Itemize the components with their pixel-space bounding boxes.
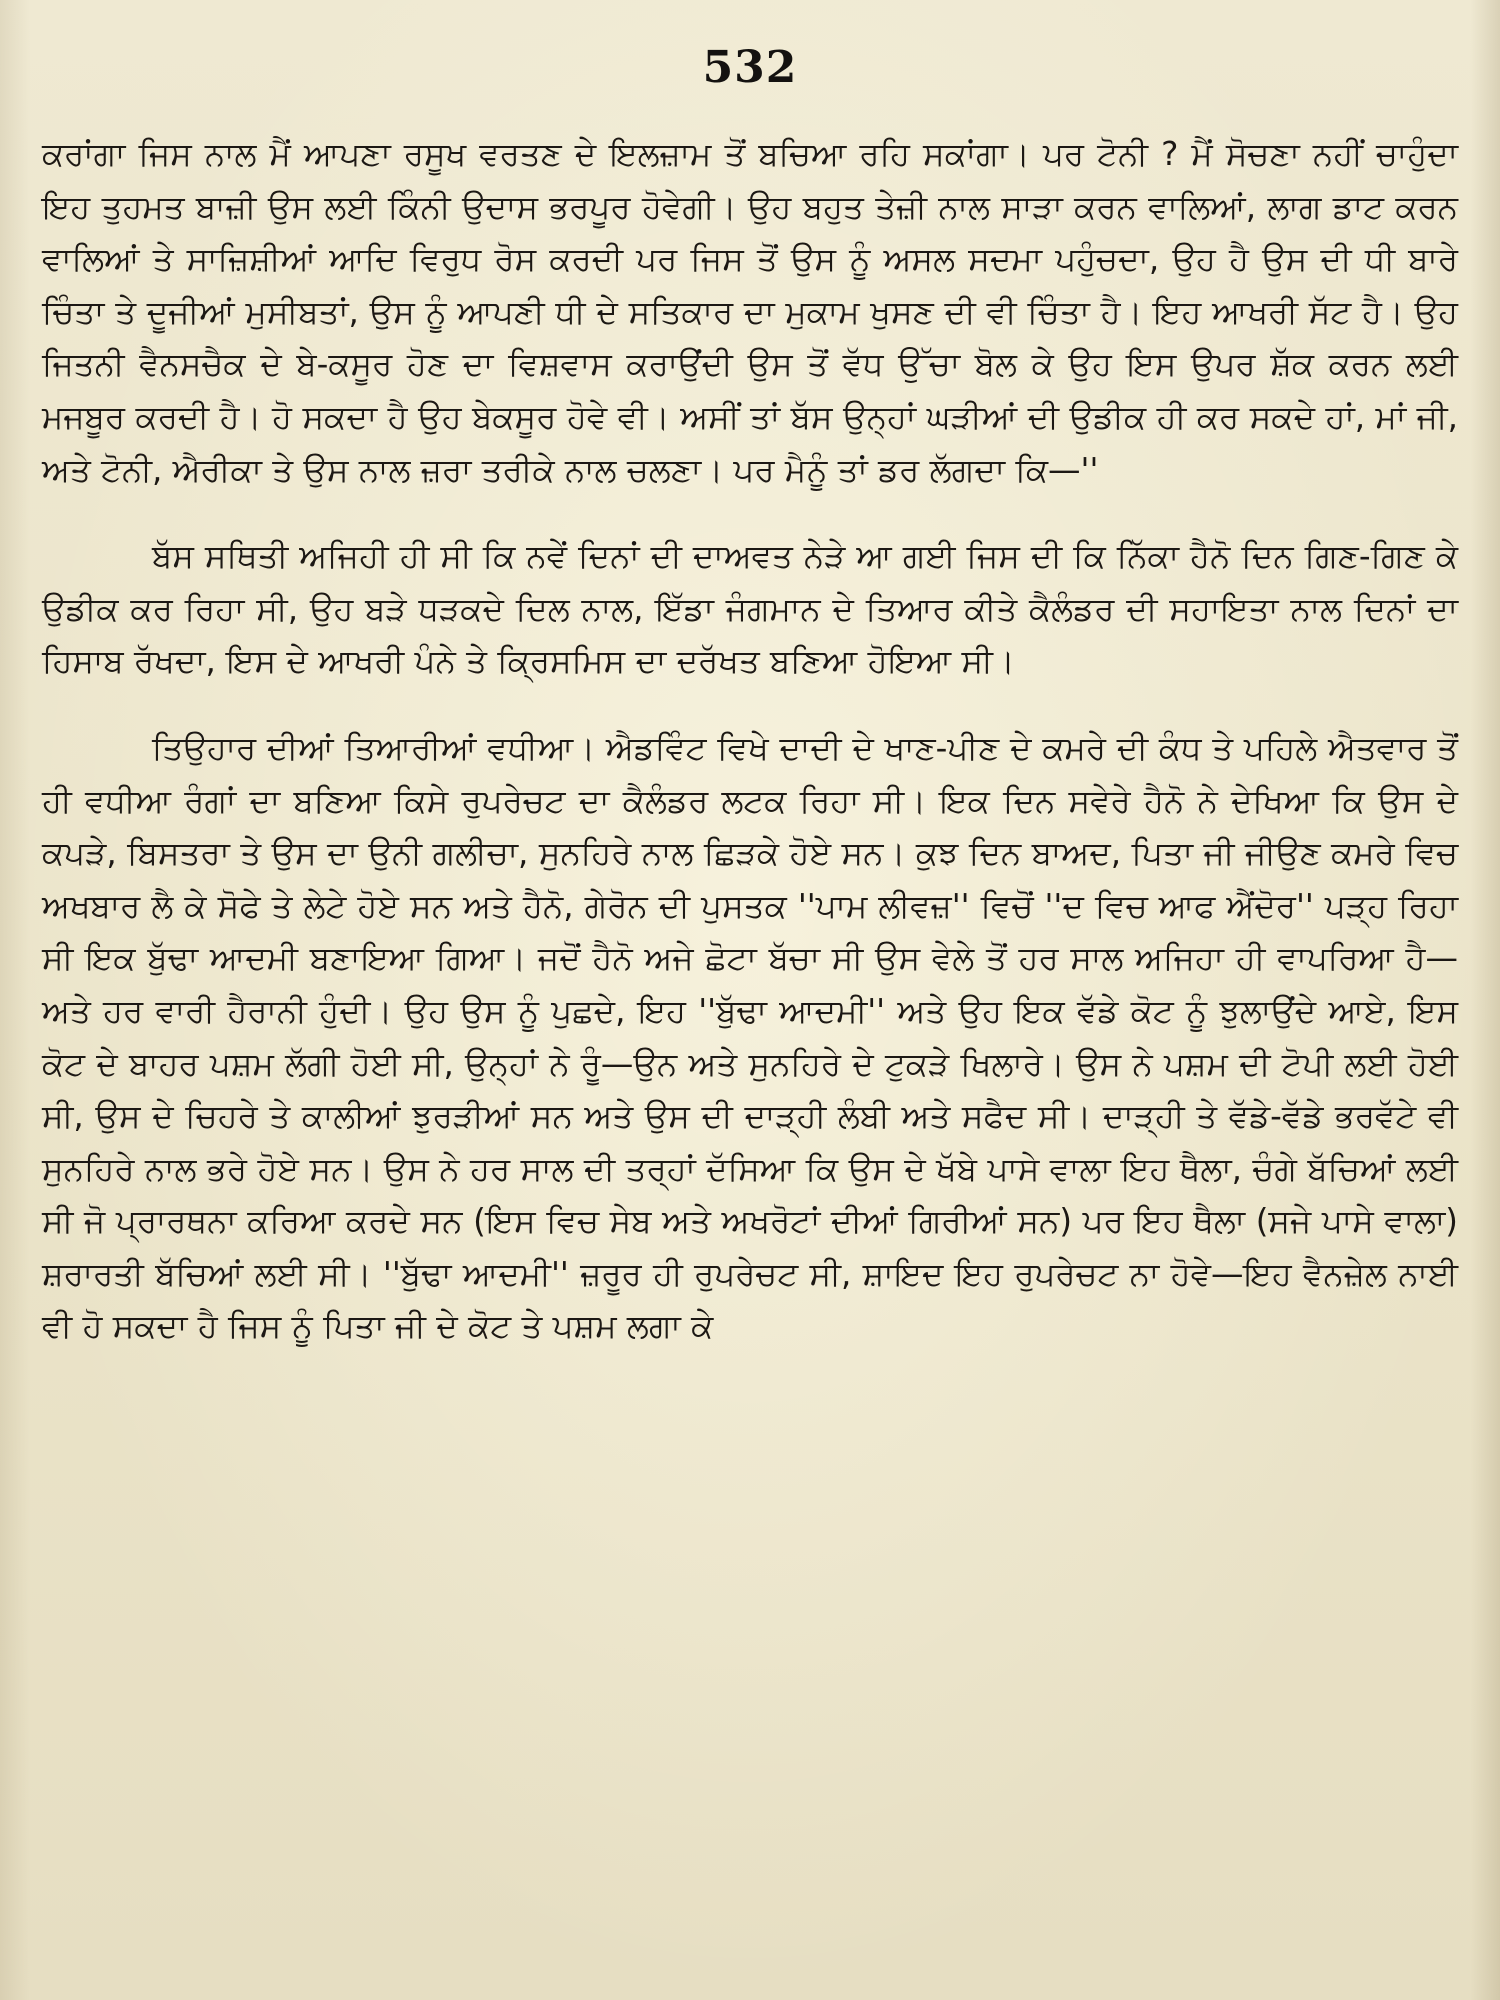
page-edge-shadow-left bbox=[0, 0, 30, 2000]
paragraph-calendar: ਬੱਸ ਸਥਿਤੀ ਅਜਿਹੀ ਹੀ ਸੀ ਕਿ ਨਵੇਂ ਦਿਨਾਂ ਦੀ ਦਾਅਵਤ ਨੇੜੇ ਆ ਗਈ ਜਿਸ ਦੀ ਕਿ ਨਿੱਕਾ ਹੈਨੋ ਦਿਨ ਗਿਣ-ਗਿਣ ਕੇ ਉਡੀਕ ਕਰ ਰਿਹਾ ਸੀ, ਉਹ ਬੜੇ ਧੜਕਦੇ ਦਿਲ ਨਾਲ, ਇੱਡਾ ਜੰਗਮਾਨ ਦੇ ਤਿਆਰ ਕੀਤੇ ਕੈਲੰਡਰ ਦੀ ਸਹਾਇਤਾ ਨਾਲ ਦਿਨਾਂ ਦਾ ਹਿਸਾਬ ਰੱਖਦਾ, ਇਸ ਦੇ ਆਖਰੀ ਪੰਨੇ ਤੇ ਕ੍ਰਿਸਮਿਸ ਦਾ ਦਰੱਖਤ ਬਣਿਆ ਹੋਇਆ ਸੀ। bbox=[42, 537, 1458, 681]
paragraph-continuation: ਕਰਾਂਗਾ ਜਿਸ ਨਾਲ ਮੈਂ ਆਪਣਾ ਰਸੂਖ ਵਰਤਣ ਦੇ ਇਲਜ਼ਾਮ ਤੋਂ ਬਚਿਆ ਰਹਿ ਸਕਾਂਗਾ। ਪਰ ਟੋਨੀ ? ਮੈਂ ਸੋਚਣਾ ਨਹੀਂ ਚਾਹੁੰਦਾ ਇਹ ਤੁਹਮਤ ਬਾਜ਼ੀ ਉਸ ਲਈ ਕਿੰਨੀ ਉਦਾਸ ਭਰਪੂਰ ਹੋਵੇਗੀ। ਉਹ ਬਹੁਤ ਤੇਜ਼ੀ ਨਾਲ ਸਾੜਾ ਕਰਨ ਵਾਲਿਆਂ, ਲਾਗ ਡਾਟ ਕਰਨ ਵਾਲਿਆਂ ਤੇ ਸਾਜ਼ਿਸ਼ੀਆਂ ਆਦਿ ਵਿਰੁਧ ਰੋਸ ਕਰਦੀ ਪਰ ਜਿਸ ਤੋਂ ਉਸ ਨੂੰ ਅਸਲ ਸਦਮਾ ਪਹੁੰਚਦਾ, ਉਹ ਹੈ ਉਸ ਦੀ ਧੀ ਬਾਰੇ ਚਿੰਤਾ ਤੇ ਦੂਜੀਆਂ ਮੁਸੀਬਤਾਂ, ਉਸ ਨੂੰ ਆਪਣੀ ਧੀ ਦੇ ਸਤਿਕਾਰ ਦਾ ਮੁਕਾਮ ਖੁਸਣ ਦੀ ਵੀ ਚਿੰਤਾ ਹੈ। ਇਹ ਆਖਰੀ ਸੱਟ ਹੈ। ਉਹ ਜਿਤਨੀ ਵੈਨਸਚੈਕ ਦੇ ਬੇ-ਕਸੂਰ ਹੋਣ ਦਾ ਵਿਸ਼ਵਾਸ ਕਰਾਉਂਦੀ ਉਸ ਤੋਂ ਵੱਧ ਉੱਚਾ ਬੋਲ ਕੇ ਉਹ ਇਸ ਉਪਰ ਸ਼ੱਕ ਕਰਨ ਲਈ ਮਜਬੂਰ ਕਰਦੀ ਹੈ। ਹੋ ਸਕਦਾ ਹੈ ਉਹ ਬੇਕਸੂਰ ਹੋਵੇ ਵੀ। ਅਸੀਂ ਤਾਂ ਬੱਸ ਉਨ੍ਹਾਂ ਘੜੀਆਂ ਦੀ ਉਡੀਕ ਹੀ ਕਰ ਸਕਦੇ ਹਾਂ, ਮਾਂ ਜੀ, ਅਤੇ ਟੋਨੀ, ਐਰੀਕਾ ਤੇ ਉਸ ਨਾਲ ਜ਼ਰਾ ਤਰੀਕੇ ਨਾਲ ਚਲਣਾ। ਪਰ ਮੈਨੂੰ ਤਾਂ ਡਰ ਲੱਗਦਾ ਕਿ—'' bbox=[42, 135, 1458, 489]
page-edge-shadow-right bbox=[1470, 0, 1500, 2000]
paragraph-festival-preparations: ਤਿਉਹਾਰ ਦੀਆਂ ਤਿਆਰੀਆਂ ਵਧੀਆ। ਐਡਵਿੰਟ ਵਿਖੇ ਦਾਦੀ ਦੇ ਖਾਣ-ਪੀਣ ਦੇ ਕਮਰੇ ਦੀ ਕੰਧ ਤੇ ਪਹਿਲੇ ਐਤਵਾਰ ਤੋਂ ਹੀ ਵਧੀਆ ਰੰਗਾਂ ਦਾ ਬਣਿਆ ਕਿਸੇ ਰੁਪਰੇਚਟ ਦਾ ਕੈਲੰਡਰ ਲਟਕ ਰਿਹਾ ਸੀ। ਇਕ ਦਿਨ ਸਵੇਰੇ ਹੈਨੋ ਨੇ ਦੇਖਿਆ ਕਿ ਉਸ ਦੇ ਕਪੜੇ, ਬਿਸਤਰਾ ਤੇ ਉਸ ਦਾ ਉਨੀ ਗਲੀਚਾ, ਸੁਨਹਿਰੇ ਨਾਲ ਛਿੜਕੇ ਹੋਏ ਸਨ। ਕੁਝ ਦਿਨ ਬਾਅਦ, ਪਿਤਾ ਜੀ ਜੀਉਣ ਕਮਰੇ ਵਿਚ ਅਖਬਾਰ ਲੈ ਕੇ ਸੋਫੇ ਤੇ ਲੇਟੇ ਹੋਏ ਸਨ ਅਤੇ ਹੈਨੋ, ਗੇਰੋਨ ਦੀ ਪੁਸਤਕ ''ਪਾਮ ਲੀਵਜ਼'' ਵਿਚੋਂ ''ਦ ਵਿਚ ਆਫ ਐਂਦੋਰ'' ਪੜ੍ਹ ਰਿਹਾ ਸੀ ਇਕ ਬੁੱਢਾ ਆਦਮੀ ਬਣਾਇਆ ਗਿਆ। ਜਦੋਂ ਹੈਨੋ ਅਜੇ ਛੋਟਾ ਬੱਚਾ ਸੀ ਉਸ ਵੇਲੇ ਤੋਂ ਹਰ ਸਾਲ ਅਜਿਹਾ ਹੀ ਵਾਪਰਿਆ ਹੈ—ਅਤੇ ਹਰ ਵਾਰੀ ਹੈਰਾਨੀ ਹੁੰਦੀ। ਉਹ ਉਸ ਨੂੰ ਪੁਛਦੇ, ਇਹ ''ਬੁੱਢਾ ਆਦਮੀ'' ਅਤੇ ਉਹ ਇਕ ਵੱਡੇ ਕੋਟ ਨੂੰ ਝੁਲਾਉਂਦੇ ਆਏ, ਇਸ ਕੋਟ ਦੇ ਬਾਹਰ ਪਸ਼ਮ ਲੱਗੀ ਹੋਈ ਸੀ, ਉਨ੍ਹਾਂ ਨੇ ਰੂੰ—ਉਨ ਅਤੇ ਸੁਨਹਿਰੇ ਦੇ ਟੁਕੜੇ ਖਿਲਾਰੇ। ਉਸ ਨੇ ਪਸ਼ਮ ਦੀ ਟੋਪੀ ਲਈ ਹੋਈ ਸੀ, ਉਸ ਦੇ ਚਿਹਰੇ ਤੇ ਕਾਲੀਆਂ ਝੁਰੜੀਆਂ ਸਨ ਅਤੇ ਉਸ ਦੀ ਦਾੜ੍ਹੀ ਲੰਬੀ ਅਤੇ ਸਫੈਦ ਸੀ। ਦਾੜ੍ਹੀ ਤੇ ਵੱਡੇ-ਵੱਡੇ ਭਰਵੱਟੇ ਵੀ ਸੁਨਹਿਰੇ ਨਾਲ ਭਰੇ ਹੋਏ ਸਨ। ਉਸ ਨੇ ਹਰ ਸਾਲ ਦੀ ਤਰ੍ਹਾਂ ਦੱਸਿਆ ਕਿ ਉਸ ਦੇ ਖੱਬੇ ਪਾਸੇ ਵਾਲਾ ਇਹ ਥੈਲਾ, ਚੰਗੇ ਬੱਚਿਆਂ ਲਈ ਸੀ ਜੋ ਪ੍ਰਾਰਥਨਾ ਕਰਿਆ ਕਰਦੇ ਸਨ (ਇਸ ਵਿਚ ਸੇਬ ਅਤੇ ਅਖਰੋਟਾਂ ਦੀਆਂ ਗਿਰੀਆਂ ਸਨ) ਪਰ ਇਹ ਥੈਲਾ (ਸਜੇ ਪਾਸੇ ਵਾਲਾ) ਸ਼ਰਾਰਤੀ ਬੱਚਿਆਂ ਲਈ ਸੀ। ''ਬੁੱਢਾ ਆਦਮੀ'' ਜ਼ਰੂਰ ਹੀ ਰੁਪਰੇਚਟ ਸੀ, ਸ਼ਾਇਦ ਇਹ ਰੁਪਰੇਚਟ ਨਾ ਹੋਵੇ—ਇਹ ਵੈਨਜ਼ੇਲ ਨਾਈ ਵੀ ਹੋ ਸਕਦਾ ਹੈ ਜਿਸ ਨੂੰ ਪਿਤਾ ਜੀ ਦੇ ਕੋਟ ਤੇ ਪਸ਼ਮ ਲਗਾ ਕੇ bbox=[42, 728, 1458, 1346]
page-body bbox=[42, 128, 1458, 1353]
page-number: 532 bbox=[702, 42, 798, 93]
